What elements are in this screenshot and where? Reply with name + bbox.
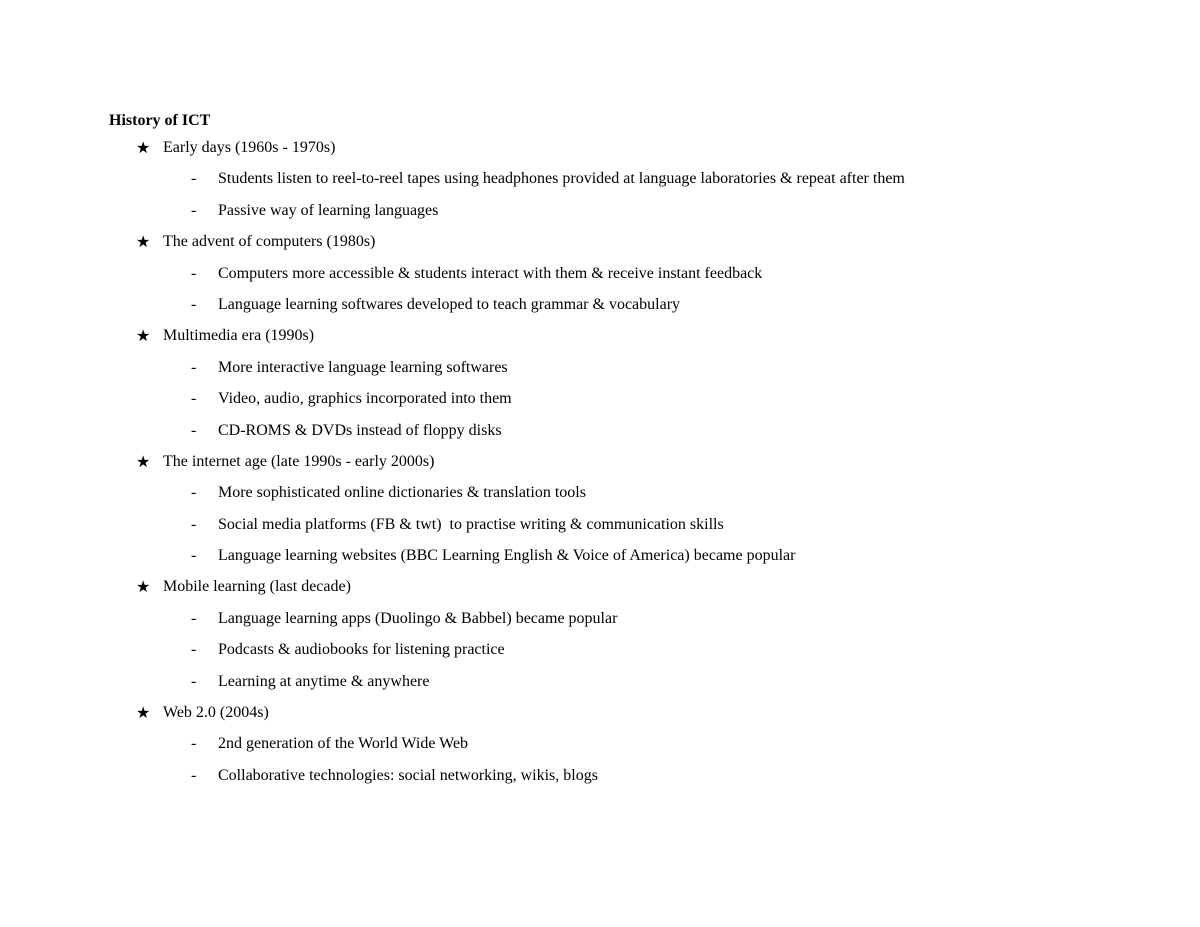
list-item-text: Language learning softwares developed to teach grammar & vocabulary [218, 295, 681, 313]
section-multimedia-era [109, 320, 1169, 446]
list-item-text: 2nd generation of the World Wide Web [218, 735, 469, 753]
section-heading [109, 132, 1169, 163]
section-label: Early days (1960s - 1970s) [163, 139, 336, 156]
list-item [109, 540, 1169, 571]
dash-marker: - [191, 609, 197, 627]
dash-marker: - [191, 672, 197, 690]
dash-marker: - [191, 484, 197, 502]
section-heading [109, 571, 1169, 602]
section-label: The advent of computers (1980s) [163, 233, 376, 251]
list-item [109, 289, 1169, 320]
dash-marker: - [191, 515, 197, 533]
list-item [109, 415, 1169, 446]
star-bullet-icon: ★ [136, 232, 151, 252]
dash-marker: - [191, 735, 197, 753]
section-web-2-0 [109, 697, 1169, 791]
list-item-text: Passive way of learning languages [218, 201, 439, 219]
star-bullet-icon: ★ [136, 451, 151, 471]
list-item [109, 258, 1169, 289]
list-item-text: Language learning apps (Duolingo & Babbel) became popular [218, 609, 618, 627]
list-item-text: Language learning websites (BBC Learning English & Voice of America) became popular [218, 547, 796, 565]
section-mobile-learning [109, 571, 1169, 697]
list-item [109, 666, 1169, 697]
dash-marker: - [191, 766, 197, 784]
list-item-text: More interactive language learning softwares [218, 358, 508, 376]
list-item [109, 509, 1169, 540]
dash-marker: - [191, 201, 197, 219]
list-item [109, 163, 1169, 194]
list-item-text: CD-ROMS & DVDs instead of floppy disks [218, 421, 502, 439]
dash-marker: - [191, 170, 197, 188]
list-item-text: More sophisticated online dictionaries & translation tools [218, 484, 586, 502]
dash-marker: - [191, 390, 197, 408]
section-label: Web 2.0 (2004s) [163, 704, 269, 722]
list-item [109, 728, 1169, 759]
list-item [109, 352, 1169, 383]
section-early-days [109, 132, 1169, 226]
section-heading [109, 446, 1169, 477]
document-title: History of ICT [109, 112, 211, 129]
section-label: Multimedia era (1990s) [163, 327, 315, 345]
star-bullet-icon: ★ [136, 703, 151, 723]
list-item-text: Video, audio, graphics incorporated into them [218, 390, 512, 408]
list-item [109, 760, 1169, 791]
section-heading [109, 226, 1169, 257]
list-item-text: Podcasts & audiobooks for listening practice [218, 641, 505, 659]
list-item-text: Students listen to reel-to-reel tapes using headphones provided at language laboratories & repeat after them [218, 170, 905, 188]
star-bullet-icon: ★ [136, 326, 151, 346]
dash-marker: - [191, 421, 197, 439]
document-body [109, 109, 1169, 791]
list-item-text: Social media platforms (FB & twt) to practise writing & communication skills [218, 515, 724, 533]
list-item [109, 603, 1169, 634]
list-item [109, 477, 1169, 508]
section-label: Mobile learning (last decade) [163, 578, 351, 596]
list-item-text: Collaborative technologies: social networking, wikis, blogs [218, 766, 598, 784]
dash-marker: - [191, 264, 197, 282]
dash-marker: - [191, 295, 197, 313]
list-item-text: Learning at anytime & anywhere [218, 672, 430, 690]
section-advent-of-computers [109, 226, 1169, 320]
dash-marker: - [191, 358, 197, 376]
section-internet-age [109, 446, 1169, 572]
dash-marker: - [191, 641, 197, 659]
section-heading [109, 697, 1169, 728]
star-bullet-icon: ★ [136, 577, 151, 597]
section-label: The internet age (late 1990s - early 2000s) [163, 452, 435, 470]
section-heading [109, 320, 1169, 351]
list-item-text: Computers more accessible & students interact with them & receive instant feedback [218, 264, 763, 282]
list-item [109, 383, 1169, 414]
list-item [109, 195, 1169, 226]
star-bullet-icon: ★ [136, 138, 151, 157]
dash-marker: - [191, 547, 197, 565]
list-item [109, 634, 1169, 665]
